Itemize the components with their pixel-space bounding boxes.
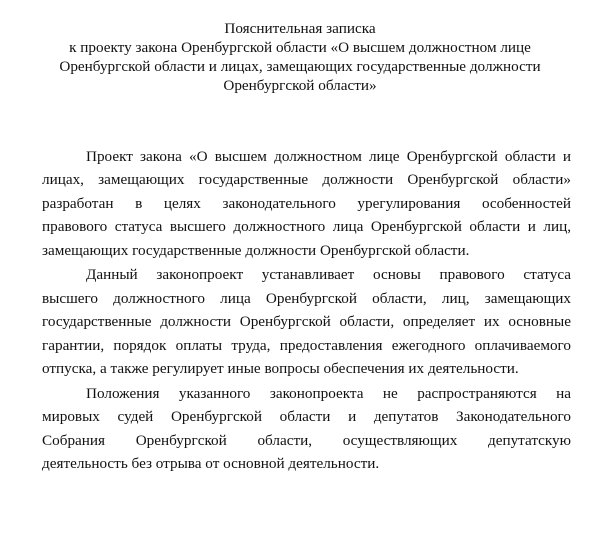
document-title [40, 19, 560, 95]
paragraph-line: Положения указанного законопроекта не распространяются на [86, 384, 571, 402]
document-body [42, 145, 571, 475]
title-line: Оренбургской области и лицах, замещающих государственные должности [59, 58, 541, 75]
paragraph-line: Собрания Оренбургской области, осуществляющих депутатскую [42, 431, 571, 449]
paragraph-2 [42, 263, 571, 380]
paragraph-line: разработан в целях законодательного урегулирования особенностей [42, 194, 571, 212]
paragraph-line: замещающих государственные должности Оренбургской области. [42, 241, 470, 259]
paragraph-line: отпуска, а также регулирует иные вопросы обеспечения их деятельности. [42, 360, 519, 378]
paragraph-line: высшего должностного лица Оренбургской области, лиц, замещающих [42, 289, 571, 307]
paragraph-line: Данный законопроект устанавливает основы правового статуса [86, 266, 571, 284]
paragraph-line: деятельность без отрыва от основной деятельности. [42, 455, 380, 473]
title-line: к проекту закона Оренбургской области «О высшем должностном лице [69, 39, 531, 56]
paragraph-line: государственные должности Оренбургской области, определяет их основные [42, 313, 571, 331]
paragraph-line: правового статуса высшего должностного лица Оренбургской области и лиц, [42, 218, 571, 236]
paragraph-line: мировых судей Оренбургской области и депутатов Законодательного [42, 408, 571, 426]
paragraph-line: Проект закона «О высшем должностном лице Оренбургской области и [86, 148, 571, 165]
title-line: Оренбургской области» [223, 77, 377, 94]
paragraph-1 [42, 145, 571, 262]
title-line: Пояснительная записка [224, 20, 376, 37]
paragraph-line: гарантии, порядок оплаты труда, предоставления ежегодного оплачиваемого [42, 336, 571, 354]
paragraph-line: лицах, замещающих государственные должности Оренбургской области» [42, 171, 571, 189]
paragraph-3 [42, 382, 571, 476]
